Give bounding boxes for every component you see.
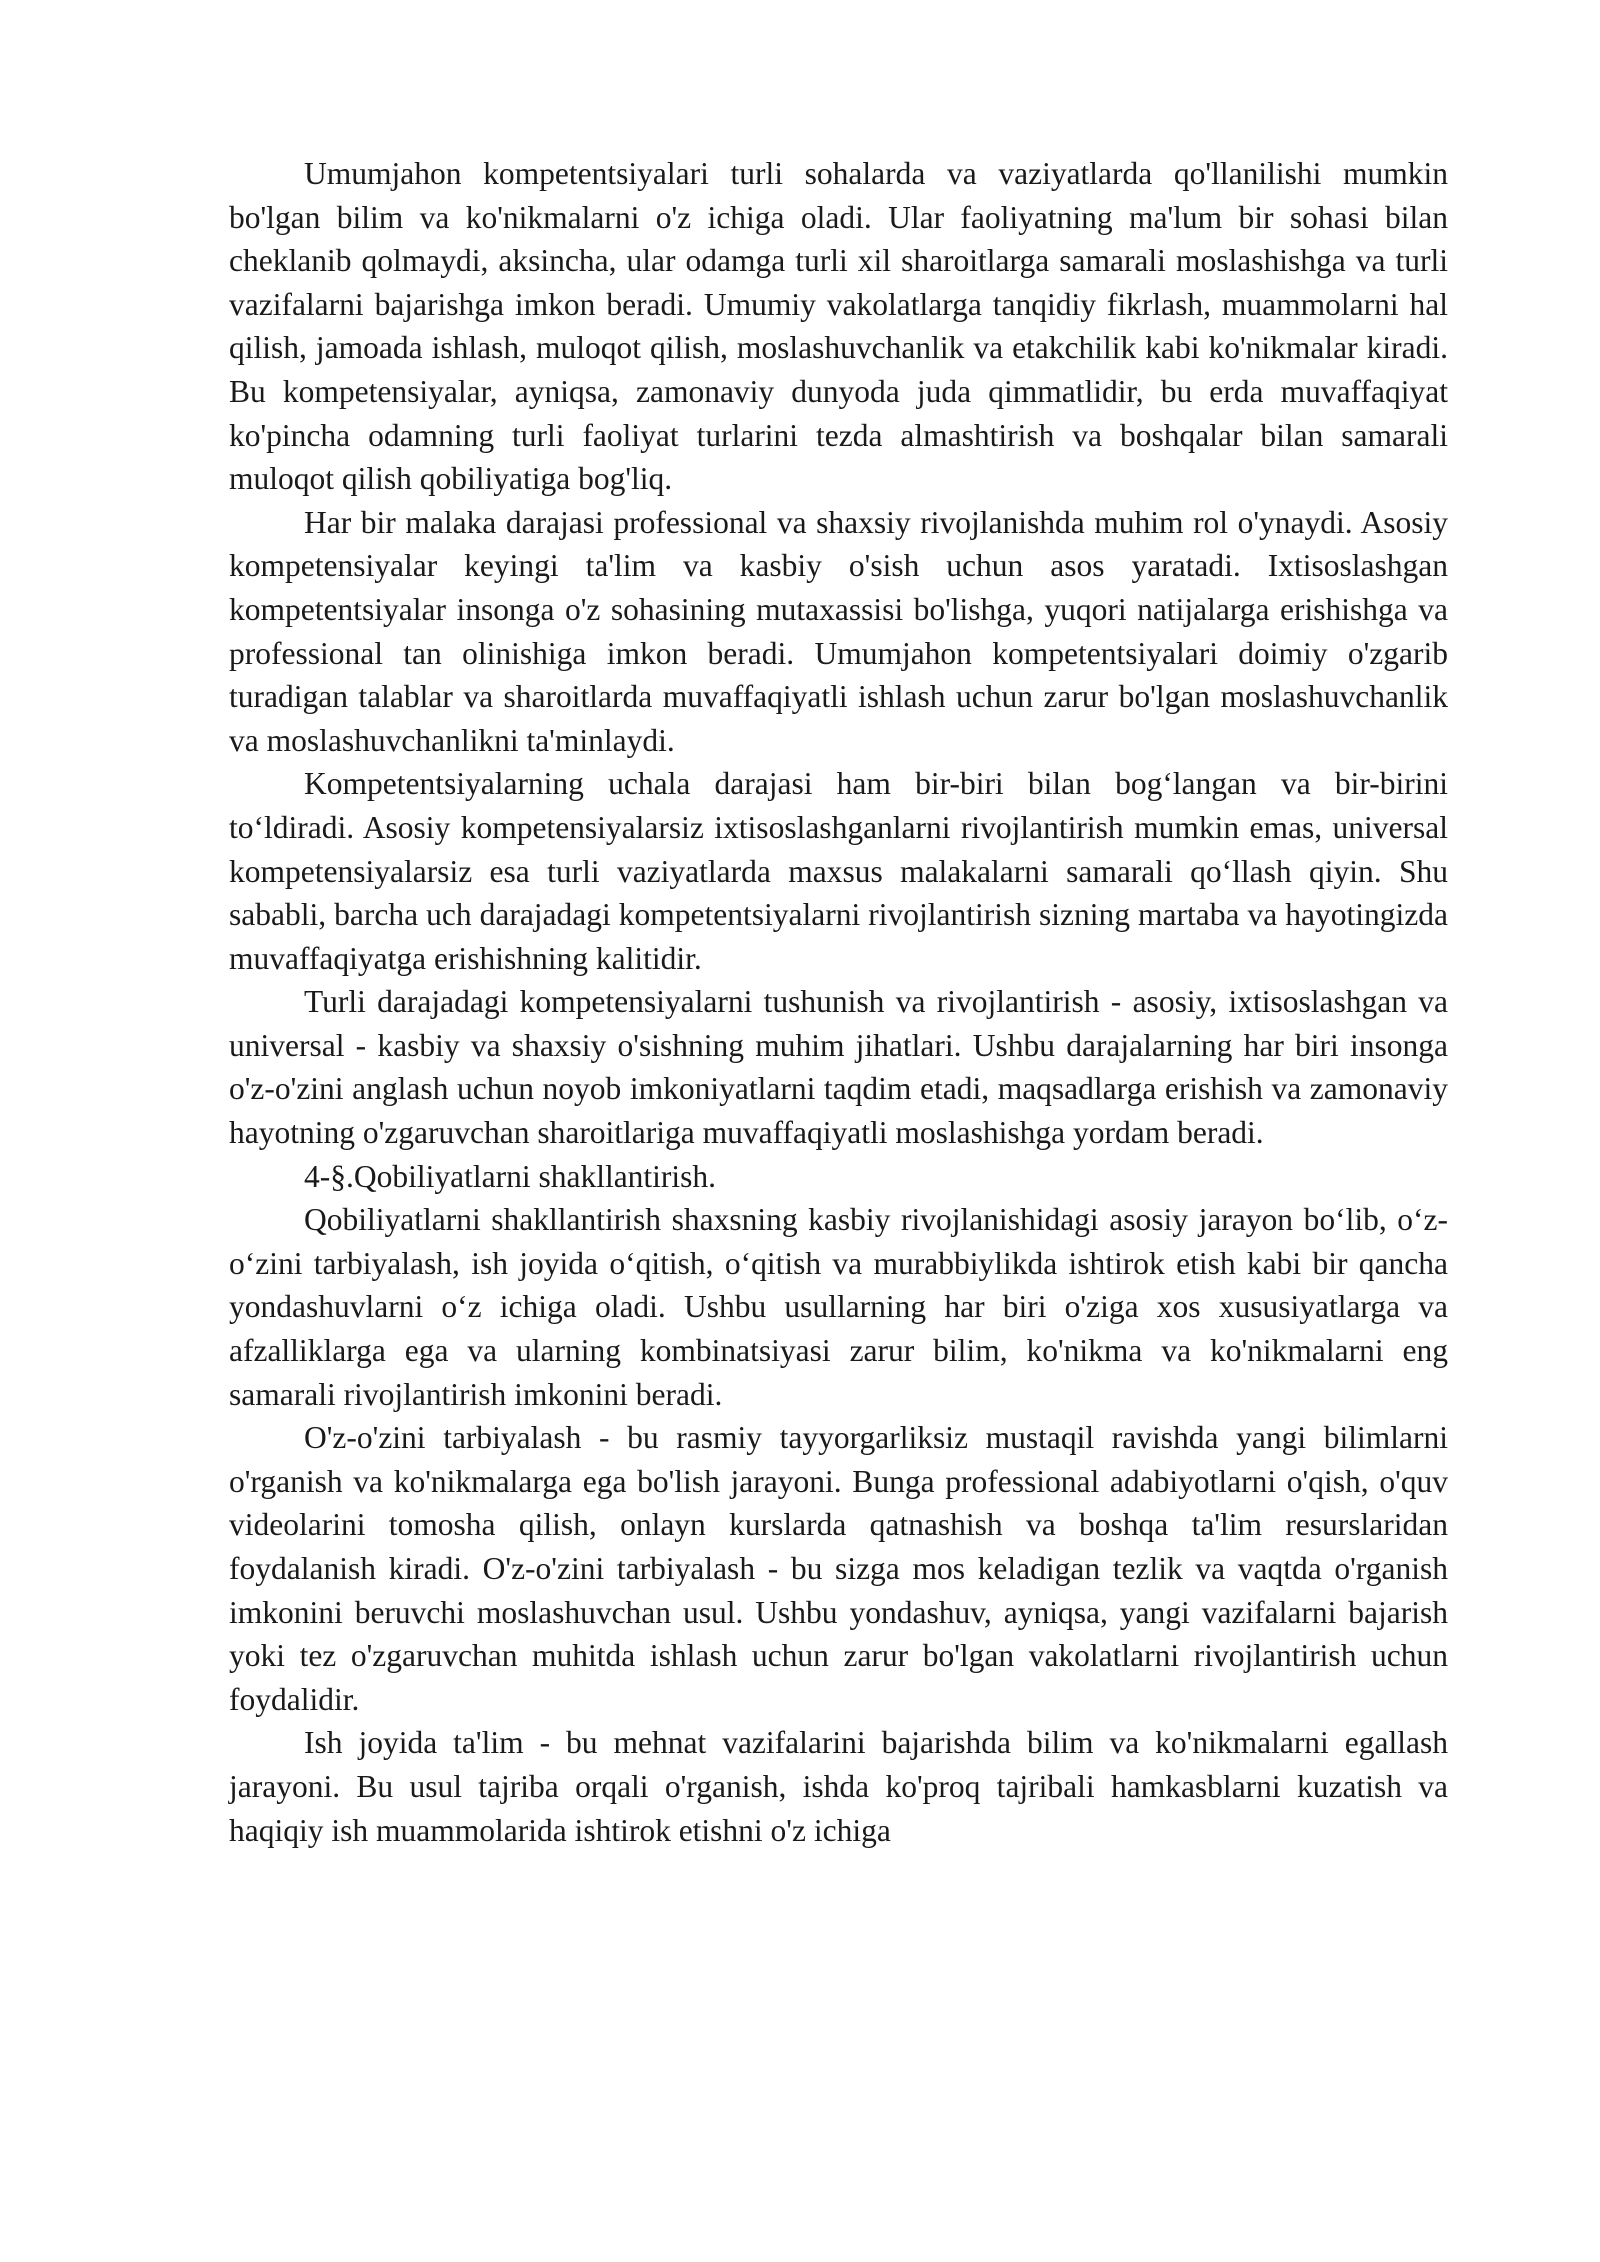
paragraph-understanding-levels: Turli darajadagi kompetensiyalarni tushunish va rivojlantirish - asosiy, ixtisoslashgan va universal - kasbiy va shaxsiy o'sishning muhim jihatlari. Ushbu darajalarning har biri insonga o'z-o'zini anglash uchun noyob imkoniyatlarni taqdim etadi, maqsadlarga erishish va zamonaviy hayotning o'zgaruvchan sharoitlariga muvaffaqiyatli moslashishga yordam beradi.	[229, 984, 1448, 1151]
paragraph-self-education: O'z-o'zini tarbiyalash - bu rasmiy tayyorgarliksiz mustaqil ravishda yangi bilimlarni o'rganish va ko'nikmalarga ega bo'lish jarayoni. Bunga professional adabiyotlarni o'qish, o'quv videolarini tomosha qilish, onlayn kurslarda qatnashish va boshqa ta'lim resurslaridan foydalanish kiradi. O'z-o'zini tarbiyalash - bu sizga mos keladigan tezlik va vaqtda o'rganish imkonini beruvchi moslashuvchan usul. Ushbu yondashuv, ayniqsa, yangi vazifalarni bajarish yoki tez o'zgaruvchan muhitda ishlash uchun zarur bo'lgan vakolatlarni rivojlantirish uchun foydalidir.	[229, 1420, 1448, 1717]
paragraph-workplace-learning: Ish joyida ta'lim - bu mehnat vazifalarini bajarishda bilim va ko'nikmalarni egallash jarayoni. Bu usul tajriba orqali o'rganish, ishda ko'proq tajribali hamkasblarni kuzatish va haqiqiy ish muammolarida ishtirok etishni o'z ichiga	[229, 1725, 1448, 1848]
paragraph-ability-formation: Qobiliyatlarni shakllantirish shaxsning kasbiy rivojlanishidagi asosiy jarayon bo‘lib, o‘z-o‘zini tarbiyalash, ish joyida o‘qitish, o‘qitish va murabbiylikda ishtirok etish kabi bir qancha yondashuvlarni o‘z ichiga oladi. Ushbu usullarning har biri o'ziga xos xususiyatlarga va afzalliklarga ega va ularning kombinatsiyasi zarur bilim, ko'nikma va ko'nikmalarni eng samarali rivojlantirish imkonini beradi.	[229, 1202, 1448, 1412]
document-body	[229, 152, 1448, 1852]
paragraph-qualification-levels: Har bir malaka darajasi professional va shaxsiy rivojlanishda muhim rol o'ynaydi. Asosiy kompetensiyalar keyingi ta'lim va kasbiy o'sish uchun asos yaratadi. Ixtisoslashgan kompetentsiyalar insonga o'z sohasining mutaxassisi bo'lishga, yuqori natijalarga erishishga va professional tan olinishiga imkon beradi. Umumjahon kompetentsiyalari doimiy o'zgarib turadigan talablar va sharoitlarda muvaffaqiyatli ishlash uchun zarur bo'lgan moslashuvchanlik va moslashuvchanlikni ta'minlaydi.	[229, 504, 1448, 758]
paragraph-three-levels: Kompetentsiyalarning uchala darajasi ham bir-biri bilan bog‘langan va bir-birini to‘ldiradi. Asosiy kompetensiyalarsiz ixtisoslashganlarni rivojlantirish mumkin emas, universal kompetensiyalarsiz esa turli vaziyatlarda maxsus malakalarni samarali qo‘llash qiyin. Shu sababli, barcha uch darajadagi kompetentsiyalarni rivojlantirish sizning martaba va hayotingizda muvaffaqiyatga erishishning kalitidir.	[229, 766, 1448, 976]
section-heading: 4-§.Qobiliyatlarni shakllantirish.	[304, 1158, 717, 1194]
paragraph-universal-competencies: Umumjahon kompetentsiyalari turli sohalarda va vaziyatlarda qo'llanilishi mumkin bo'lgan bilim va ko'nikmalarni o'z ichiga oladi. Ular faoliyatning ma'lum bir sohasi bilan cheklanib qolmaydi, aksincha, ular odamga turli xil sharoitlarga samarali moslashishga va turli vazifalarni bajarishga imkon beradi. Umumiy vakolatlarga tanqidiy fikrlash, muammolarni hal qilish, jamoada ishlash, muloqot qilish, moslashuvchanlik va etakchilik kabi ko'nikmalar kiradi. Bu kompetensiyalar, ayniqsa, zamonaviy dunyoda juda qimmatlidir, bu erda muvaffaqiyat ko'pincha odamning turli faoliyat turlarini tezda almashtirish va boshqalar bilan samarali muloqot qilish qobiliyatiga bog'liq.	[229, 156, 1448, 497]
